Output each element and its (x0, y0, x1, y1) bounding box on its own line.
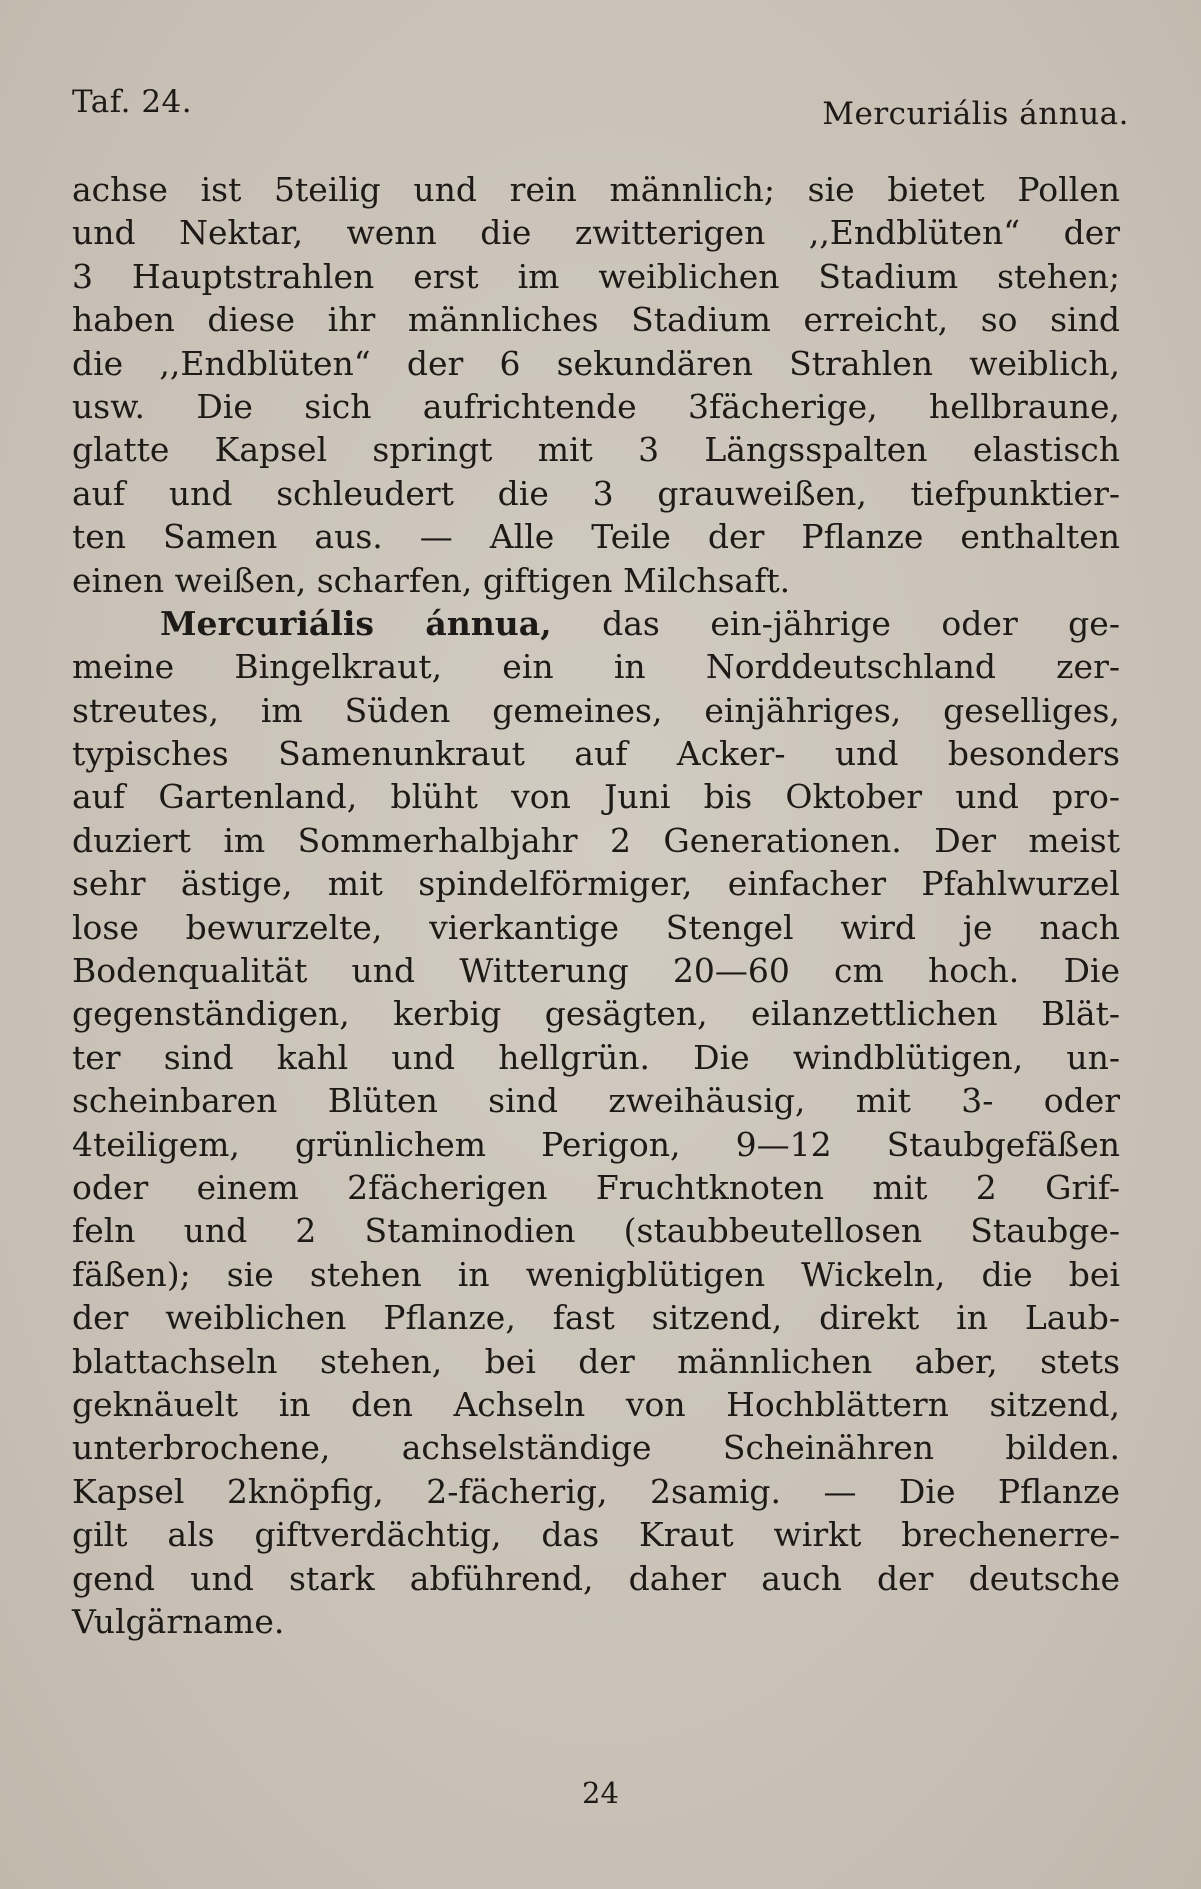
text-line: einen weißen, scharfen, giftigen Milchsaft. (72, 560, 791, 600)
paragraph-start-line (72, 602, 1120, 645)
text-line: 4teiligem, grünlichem Perigon, 9—12 Staubgefäßen (72, 1124, 1120, 1164)
text-line: und Nektar, wenn die zwitterigen ,,Endblüten“ der (72, 213, 1120, 253)
text-line: ter sind kahl und hellgrün. Die windblütigen, un- (72, 1037, 1120, 1077)
text-line: die ,,Endblüten“ der 6 sekundären Strahlen weiblich, (72, 343, 1120, 383)
plate-number: Taf. 24. (72, 84, 193, 120)
species-name: Mercuriális ánnua, (160, 603, 552, 643)
species-name-continuation: das (551, 603, 660, 643)
text-line: auf Gartenland, blüht von Juni bis Oktober und pro- (72, 777, 1120, 817)
text-line: gend und stark abführend, daher auch der deutsche (72, 1558, 1120, 1598)
text-line: Kapsel 2knöpfig, 2-fächerig, 2samig. — Die Pflanze (72, 1471, 1120, 1511)
text-line: glatte Kapsel springt mit 3 Längsspalten elastisch (72, 430, 1120, 470)
text-line: haben diese ihr männliches Stadium erreicht, so sind (72, 300, 1120, 340)
text-line: typisches Samenunkraut auf Acker- und besonders (72, 734, 1120, 774)
text-line: lose bewurzelte, vierkantige Stengel wird je nach (72, 907, 1120, 947)
text-line: achse ist 5teilig und rein männlich; sie bietet Pollen (72, 170, 1120, 209)
running-title: Mercuriális ánnua. (822, 96, 1129, 132)
text-line: scheinbaren Blüten sind zweihäusig, mit 3- oder (72, 1081, 1120, 1121)
text-line: 3 Hauptstrahlen erst im weiblichen Stadium stehen; (72, 256, 1120, 296)
text-line: meine Bingelkraut, ein in Norddeutschland zer- (72, 647, 1120, 687)
page-number: 24 (582, 1776, 619, 1810)
text-line: usw. Die sich aufrichtende 3fächerige, hellbraune, (72, 386, 1120, 426)
text-line: unterbrochene, achselständige Scheinähren bilden. (72, 1428, 1120, 1468)
text-line: ten Samen aus. — Alle Teile der Pflanze enthalten (72, 517, 1120, 557)
text-line: geknäuelt in den Achseln von Hochblättern sitzend, (72, 1384, 1120, 1424)
text-line: Vulgärname. (72, 1601, 285, 1641)
text-line: feln und 2 Staminodien (staubbeutellosen Staubge- (72, 1211, 1120, 1251)
text-line: streutes, im Süden gemeines, einjähriges, geselliges, (72, 690, 1120, 730)
text-fragment: ein-jährige oder ge- (710, 603, 1120, 643)
text-line: der weiblichen Pflanze, fast sitzend, direkt in Laub- (72, 1298, 1120, 1338)
text-line: duziert im Sommerhalbjahr 2 Generationen. Der meist (72, 820, 1120, 860)
text-line: fäßen); sie stehen in wenigblütigen Wickeln, die bei (72, 1254, 1120, 1294)
text-line: Bodenqualität und Witterung 20—60 cm hoch. Die (72, 951, 1120, 991)
text-line: sehr ästige, mit spindelförmiger, einfacher Pfahlwurzel (72, 864, 1120, 904)
body-text (72, 168, 1120, 1643)
text-line: gegenständigen, kerbig gesägten, eilanzettlichen Blät- (72, 994, 1120, 1034)
text-line: oder einem 2fächerigen Fruchtknoten mit 2 Grif- (72, 1167, 1120, 1207)
text-line: blattachseln stehen, bei der männlichen aber, stets (72, 1341, 1120, 1381)
text-line: auf und schleudert die 3 grauweißen, tiefpunktier- (72, 473, 1120, 513)
text-line: gilt als giftverdächtig, das Kraut wirkt brechenerre- (72, 1515, 1120, 1555)
